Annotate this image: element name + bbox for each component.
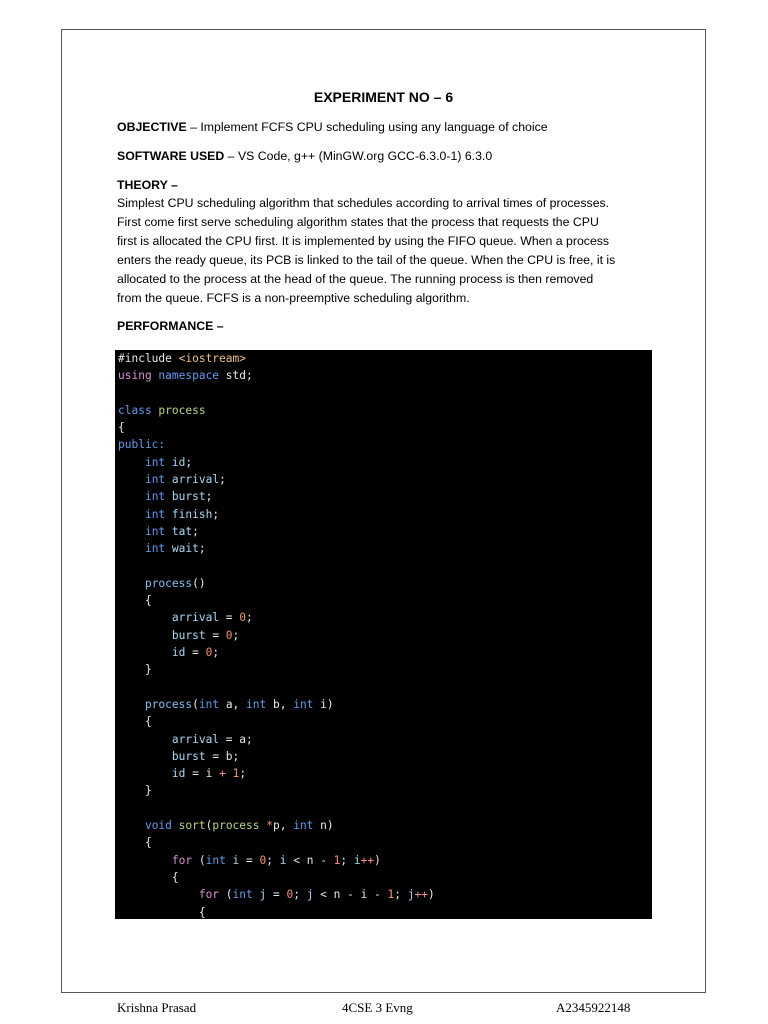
code-line <box>118 731 435 748</box>
code-token <box>118 698 145 711</box>
code-token: + <box>219 767 226 781</box>
code-line <box>118 834 435 851</box>
code-token: wait <box>171 542 199 556</box>
code-token: ; <box>185 455 193 469</box>
code-token: i) <box>320 697 334 711</box>
code-token: { <box>118 421 125 435</box>
code-token: 0 <box>286 888 294 902</box>
code-token: ; <box>293 888 307 902</box>
code-token: int <box>198 697 226 711</box>
theory-line: first is allocated the CPU first. It is implemented by using the FIFO queue. When a process <box>117 234 610 248</box>
code-line <box>118 471 435 488</box>
theory-line: First come first serve scheduling algorithm states that the process that requests the CPU <box>117 215 599 229</box>
code-token: int <box>144 490 172 504</box>
code-token: 0 <box>239 611 247 625</box>
code-line <box>118 800 435 817</box>
code-token: { <box>118 905 206 919</box>
code-token <box>118 750 172 763</box>
code-token: int <box>144 473 172 487</box>
performance-label: PERFORMANCE <box>117 319 214 333</box>
code-token: ( <box>198 853 206 867</box>
code-token <box>118 629 172 642</box>
code-token: ; <box>246 611 253 625</box>
code-token: 0 <box>205 646 213 660</box>
code-token <box>118 854 172 867</box>
code-token: { <box>118 594 152 608</box>
footer-class: 4CSE 3 Evng <box>342 1000 413 1015</box>
performance-heading <box>117 317 637 336</box>
code-token: ++ <box>414 888 428 902</box>
code-token: = <box>266 888 287 902</box>
experiment-title: EXPERIMENT NO – 6 <box>313 89 454 105</box>
code-line <box>118 488 435 505</box>
code-line <box>118 436 435 453</box>
code-token <box>118 577 145 590</box>
code-line <box>118 454 435 471</box>
code-line <box>118 385 435 402</box>
theory-line: allocated to the process at the head of the queue. The running process is then removed <box>117 272 594 286</box>
code-token: ; <box>212 507 220 521</box>
code-token: ( <box>205 819 213 833</box>
code-token: for <box>171 853 199 867</box>
code-token: b, <box>272 697 294 711</box>
code-token: () <box>192 576 206 590</box>
code-line <box>118 592 435 609</box>
code-token: int <box>205 853 233 867</box>
code-token: void <box>144 819 179 833</box>
code-line <box>118 558 435 575</box>
code-token: class <box>118 403 159 417</box>
code-token: ( <box>225 888 233 902</box>
code-token: = a; <box>219 732 253 746</box>
code-token: = <box>219 611 240 625</box>
code-token: id <box>171 767 186 781</box>
code-line <box>118 402 435 419</box>
code-lines <box>118 350 435 919</box>
code-token: burst <box>171 749 206 763</box>
code-line <box>118 679 435 696</box>
code-token: id <box>171 455 186 469</box>
code-token: arrival <box>171 473 220 487</box>
code-token: ) <box>428 888 435 902</box>
code-token: int <box>144 507 172 521</box>
code-line <box>118 627 435 644</box>
code-line <box>118 661 435 678</box>
code-token: int <box>144 542 172 556</box>
theory-heading <box>117 176 637 195</box>
code-line <box>118 886 435 903</box>
code-token: ; <box>212 646 220 660</box>
theory-paragraph <box>117 194 637 308</box>
code-line <box>118 609 435 626</box>
code-token: i <box>232 853 240 867</box>
code-line <box>118 367 435 384</box>
code-token: std; <box>225 369 253 383</box>
code-token: ; <box>239 767 247 781</box>
code-token: = <box>205 628 226 642</box>
code-line <box>118 765 435 782</box>
code-token <box>118 525 145 538</box>
code-token: arrival <box>171 611 220 625</box>
code-line <box>118 869 435 886</box>
code-token: p, <box>272 819 294 833</box>
code-token: int <box>144 524 172 538</box>
code-token: burst <box>171 628 206 642</box>
code-token: { <box>118 715 152 729</box>
code-token: <iostream> <box>178 352 246 365</box>
objective-label: OBJECTIVE <box>117 120 187 134</box>
code-token <box>118 490 145 503</box>
code-token <box>118 456 145 469</box>
software-text: – VS Code, g++ (MinGW.org GCC-6.3.0-1) 6.3.0 <box>224 149 493 163</box>
code-token: ; <box>232 628 240 642</box>
code-token: = <box>185 646 206 660</box>
code-line <box>118 748 435 765</box>
code-token: n) <box>320 819 334 833</box>
software-line <box>117 147 637 166</box>
code-token: process <box>144 697 193 711</box>
footer-student-name: Krishna Prasad <box>117 1000 197 1015</box>
code-token: i <box>353 853 361 867</box>
code-token: process <box>158 403 206 417</box>
code-token <box>118 542 145 555</box>
code-screenshot <box>115 350 652 919</box>
code-token <box>118 473 145 486</box>
code-token: < n - <box>286 853 334 867</box>
theory-label: THEORY <box>117 178 168 192</box>
code-token: = <box>239 853 260 867</box>
code-token: finish <box>171 507 213 521</box>
code-token <box>226 767 233 780</box>
code-token: int <box>246 697 273 711</box>
code-token: int <box>232 888 260 902</box>
code-token: j <box>259 888 267 902</box>
theory-dash: – <box>167 178 178 192</box>
code-token: } <box>118 784 152 798</box>
code-token: int <box>293 697 321 711</box>
code-token <box>118 508 145 521</box>
code-token: 1 <box>387 888 395 902</box>
code-token: = i <box>185 767 220 781</box>
code-line <box>118 817 435 834</box>
code-token: process <box>144 576 193 590</box>
code-token: int <box>293 819 321 833</box>
code-token: } <box>118 663 152 677</box>
code-token: ) <box>374 853 381 867</box>
code-line <box>118 540 435 557</box>
code-token: { <box>118 836 152 850</box>
code-token: int <box>144 455 172 469</box>
code-token: ; <box>266 853 280 867</box>
code-token: ( <box>192 697 199 711</box>
code-line <box>118 713 435 730</box>
code-token <box>118 888 199 901</box>
code-token: ; <box>219 473 226 487</box>
code-line <box>118 506 435 523</box>
code-token: 0 <box>259 853 267 867</box>
code-token: tat <box>171 524 193 538</box>
code-token <box>118 767 172 780</box>
code-line <box>118 852 435 869</box>
code-token: = b; <box>205 749 240 763</box>
code-token: ; <box>198 542 206 556</box>
code-token: { <box>118 870 179 884</box>
code-token: 0 <box>225 628 233 642</box>
code-token <box>118 733 172 746</box>
code-line <box>118 782 435 799</box>
code-token: burst <box>171 490 206 504</box>
performance-dash: – <box>213 319 224 333</box>
code-token: using <box>118 369 159 383</box>
code-token <box>118 646 172 659</box>
code-token: public: <box>118 438 166 452</box>
code-line <box>118 575 435 592</box>
code-token: < n - i - <box>313 888 388 902</box>
code-token: ; <box>394 888 408 902</box>
code-line <box>118 523 435 540</box>
code-token: j <box>407 888 415 902</box>
software-label: SOFTWARE USED <box>117 149 225 163</box>
theory-line: from the queue. FCFS is a non-preemptive scheduling algorithm. <box>117 291 470 305</box>
theory-line: Simplest CPU scheduling algorithm that schedules according to arrival times of processes. <box>117 196 610 210</box>
code-line <box>118 644 435 661</box>
code-token <box>118 819 145 832</box>
code-token: id <box>171 646 186 660</box>
code-line <box>118 696 435 713</box>
code-token: ; <box>205 490 213 504</box>
code-token: ; <box>340 853 354 867</box>
code-token: a, <box>225 697 247 711</box>
code-token: ; <box>192 524 199 538</box>
code-token: arrival <box>171 732 220 746</box>
code-line <box>118 350 435 367</box>
code-token: #include <box>118 352 179 365</box>
code-token: process <box>212 819 267 833</box>
footer-enrollment-id: A2345922148 <box>556 1000 631 1015</box>
code-line <box>118 419 435 436</box>
code-token: sort <box>178 819 206 833</box>
objective-line <box>117 118 637 137</box>
code-line <box>118 904 435 920</box>
code-token: j <box>306 888 314 902</box>
code-token: * <box>266 819 273 833</box>
code-token <box>118 611 172 624</box>
code-token: for <box>198 888 226 902</box>
code-token: 1 <box>232 767 240 781</box>
objective-text: – Implement FCFS CPU scheduling using any language of choice <box>186 120 548 134</box>
theory-line: enters the ready queue, its PCB is linked to the tail of the queue. When the CPU is free, it is <box>117 253 616 267</box>
code-token: i <box>279 853 287 867</box>
code-token: ++ <box>360 853 375 867</box>
code-token: namespace <box>158 369 226 383</box>
code-token: 1 <box>333 853 341 867</box>
